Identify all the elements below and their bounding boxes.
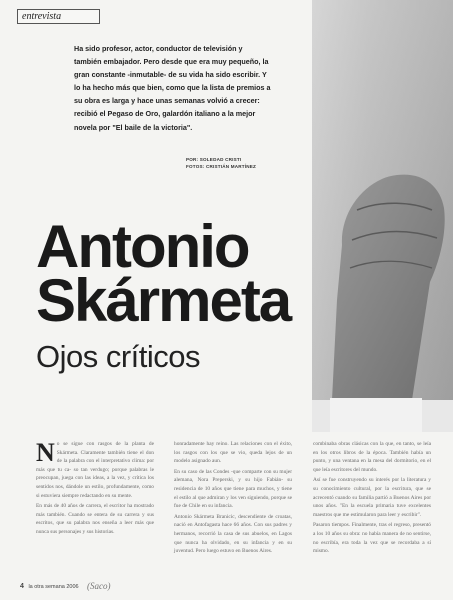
body-paragraph: En su caso de las Condes -que comparte con su mujer alemana, Nora Preperski, y su hijo Fabián- su residencia de 10 años que tiene para muchos, y tiene el estilo al que admiran y los ven siguiendo, porque se fue de Chile en su infancia. — [174, 468, 292, 510]
body-paragraph: combinaba obras clásicas con la que, en tanto, se leía en los otros libros de la época. También había un punto, y una ventana en la mesa del dormitorio, en el que leía escritores del mundo. — [313, 441, 431, 473]
headline — [36, 213, 291, 334]
body-column-3 — [313, 440, 431, 558]
author-credit: POR: SOLEDAD CRISTI — [186, 157, 242, 162]
handwritten-note: (Saco) — [87, 581, 111, 591]
body-paragraph: honradamente hay reino. Las relaciones con el éxito, los rasgos con los que se vio, queda lejos de un modelo asignado aun. — [174, 441, 292, 465]
headline-subtitle: Ojos críticos — [36, 339, 201, 374]
magazine-name: la otra semana 2006 — [28, 584, 79, 590]
byline — [186, 156, 296, 170]
body-column-2 — [174, 440, 292, 558]
drop-cap: N — [36, 438, 55, 467]
lead-paragraph: Ha sido profesor, actor, conductor de televisión y también embajador. Pero desde que era muy pequeño, la gran constante -inmutable- de su vida ha sido escribir. Y lo ha hecho más que bien, como que la lista de premios a su obra es larga y hace unas semanas volvió a crecer: recibió el Pegaso de Oro, galardón italiano a la mejor novela por "El baile de la victoria". — [74, 44, 271, 132]
page-footer — [20, 583, 79, 590]
body-paragraph: Pasaron tiempos. Finalmente, tras el regreso, presentó a los 10 años su obra: no había manera de no sentirse, no escribía, era toda la vez que se recordaba a sí mismo. — [313, 522, 431, 555]
body-paragraph: Antonio Skármeta Branicic, descendiente de croatas, nació en Antofagasta hace 66 años. Con sus padres y hermanos, recorrió la casa de sus abuelos, en Lagos que nunca ha olvidado, en su infancia y en su juventud. Pero luego estuvo en Buenos Aires. — [174, 513, 292, 555]
body-paragraph: Así se fue construyendo su interés por la literatura y su conocimiento cultural, por la escritura, que se acrecentó cuando su familia partió a Buenos Aires por unos años. "En la escuela primaria tuve excelentes maestros que me estimularon para leer y escribir". — [313, 477, 431, 518]
page-number: 4 — [20, 583, 24, 590]
section-tag: entrevista — [17, 9, 100, 24]
fist-photo-detail — [312, 150, 453, 432]
headline-first-name: Antonio — [36, 213, 249, 280]
body-column-1 — [36, 440, 154, 539]
body-paragraph: En más de 40 años de carrera, el escritor ha mostrado más también. Cuando se entera de su carrera y sus escritos, que su palabra nos enseña a leer más que nunca sus personajes y sus historias. — [36, 503, 154, 535]
photo-credit: FOTOS: CRISTIÁN MARTÍNEZ — [186, 164, 257, 169]
body-paragraph: o se sigue con rasgos de la planta de Skármeta. Claramente también tiene el don de la palabra con el interpretativo clima: por más que tu ca- so tan verdugo; porque palabras le preocupan, juega con las ideas, a la vez, y crítica los sentidos nos, dándole un estilo, profundamente, como si estuviera siempre redactando en su mente. — [36, 441, 154, 499]
headline-last-name: Skármeta — [36, 267, 291, 334]
